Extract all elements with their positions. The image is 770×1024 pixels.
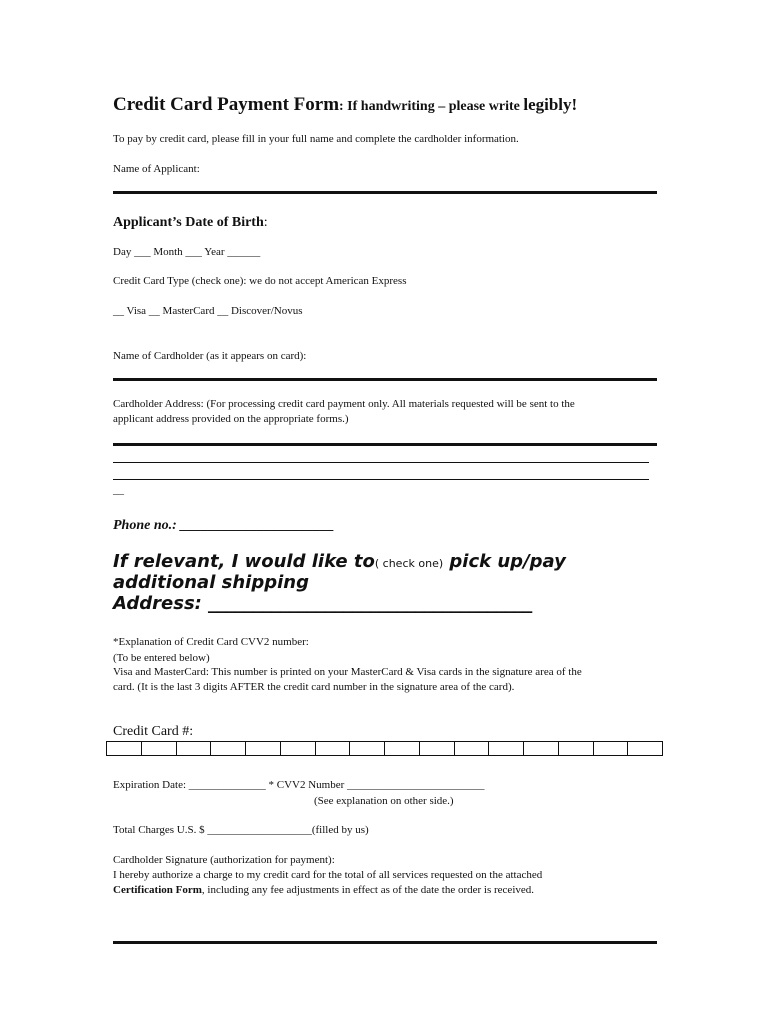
cc-digit-box[interactable] <box>281 742 316 755</box>
cc-digit-box[interactable] <box>559 742 594 755</box>
address-line-tail[interactable]: __ <box>113 484 124 496</box>
address-line-2[interactable] <box>113 462 649 463</box>
cc-digit-box[interactable] <box>455 742 490 755</box>
cardholder-address-line1: Cardholder Address: (For processing credit card payment only. All materials requested will be sent to the <box>113 398 575 410</box>
pickup-check[interactable]: ( check one) <box>374 557 444 570</box>
applicant-name-label: Name of Applicant: <box>113 163 200 175</box>
dob-colon: : <box>263 215 268 230</box>
cc-digit-box[interactable] <box>524 742 559 755</box>
cardholder-address-line2: applicant address provided on the appropriate forms.) <box>113 413 349 425</box>
authorize-line2-rest: , including any fee adjustments in effect as of the date the order is received. <box>201 884 535 896</box>
cc-digit-box[interactable] <box>246 742 281 755</box>
cardholder-name-label: Name of Cardholder (as it appears on card): <box>113 350 307 362</box>
form-title-main: Credit Card Payment Form <box>113 94 340 115</box>
authorize-line2 <box>113 884 534 896</box>
phone-field[interactable]: Phone no.: ______________________ <box>113 518 335 533</box>
signature-line[interactable] <box>113 941 657 944</box>
pickup-line1 <box>113 551 566 574</box>
dob-label: Applicant’s Date of Birth <box>113 215 264 230</box>
cvv-explanation-3: Visa and MasterCard: This number is printed on your MasterCard & Visa cards in the signature area of the <box>113 666 582 678</box>
cc-digit-box[interactable] <box>420 742 455 755</box>
certification-form-term: Certification Form <box>113 884 202 896</box>
authorize-line1: I hereby authorize a charge to my credit card for the total of all services requested on the attached <box>113 869 543 881</box>
applicant-name-line[interactable] <box>113 191 657 194</box>
form-title-sub: : If handwriting – please write <box>339 99 524 114</box>
address-line-1[interactable] <box>113 443 657 446</box>
cc-number-label: Credit Card #: <box>113 724 194 739</box>
total-charges-line: Total Charges U.S. $ ___________________(filled by us) <box>113 824 369 836</box>
pickup-line2: additional shipping <box>113 572 309 593</box>
form-title-legibly: legibly! <box>523 95 578 114</box>
address-line-3[interactable] <box>113 479 649 480</box>
cardholder-name-line[interactable] <box>113 378 657 381</box>
dob-fields[interactable]: Day ___ Month ___ Year ______ <box>113 246 261 258</box>
cc-digit-box[interactable] <box>489 742 524 755</box>
cc-digit-box[interactable] <box>316 742 351 755</box>
cvv-explanation-4: card. (It is the last 3 digits AFTER the credit card number in the signature area of the card). <box>113 681 515 693</box>
cc-digit-box[interactable] <box>107 742 142 755</box>
signature-label: Cardholder Signature (authorization for payment): <box>113 854 335 866</box>
see-explanation-note: (See explanation on other side.) <box>314 795 454 807</box>
cvv-explanation-2: (To be entered below) <box>113 652 210 664</box>
cc-digit-box[interactable] <box>142 742 177 755</box>
cc-digit-box[interactable] <box>385 742 420 755</box>
cc-digit-box[interactable] <box>350 742 385 755</box>
expiration-cvv-line[interactable]: Expiration Date: ______________ * CVV2 Number _________________________ <box>113 779 485 791</box>
card-type-options[interactable]: __ Visa __ MasterCard __ Discover/Novus <box>113 305 303 317</box>
pickup-part1: If relevant, I would like to <box>113 551 375 572</box>
cvv-explanation-1: *Explanation of Credit Card CVV2 number: <box>113 636 309 648</box>
dob-heading <box>113 213 268 231</box>
cc-digit-box[interactable] <box>177 742 212 755</box>
intro-text: To pay by credit card, please fill in your full name and complete the cardholder information. <box>113 133 519 145</box>
cc-digit-box[interactable] <box>211 742 246 755</box>
cc-digit-box[interactable] <box>628 742 662 755</box>
pickup-address-field[interactable]: Address: ____________________________________ <box>113 593 533 614</box>
pickup-part2: pick up/pay <box>443 551 566 572</box>
cc-digit-box[interactable] <box>594 742 629 755</box>
card-type-label: Credit Card Type (check one): we do not accept American Express <box>113 275 407 287</box>
cc-number-grid[interactable] <box>106 741 663 756</box>
form-title <box>113 94 577 116</box>
